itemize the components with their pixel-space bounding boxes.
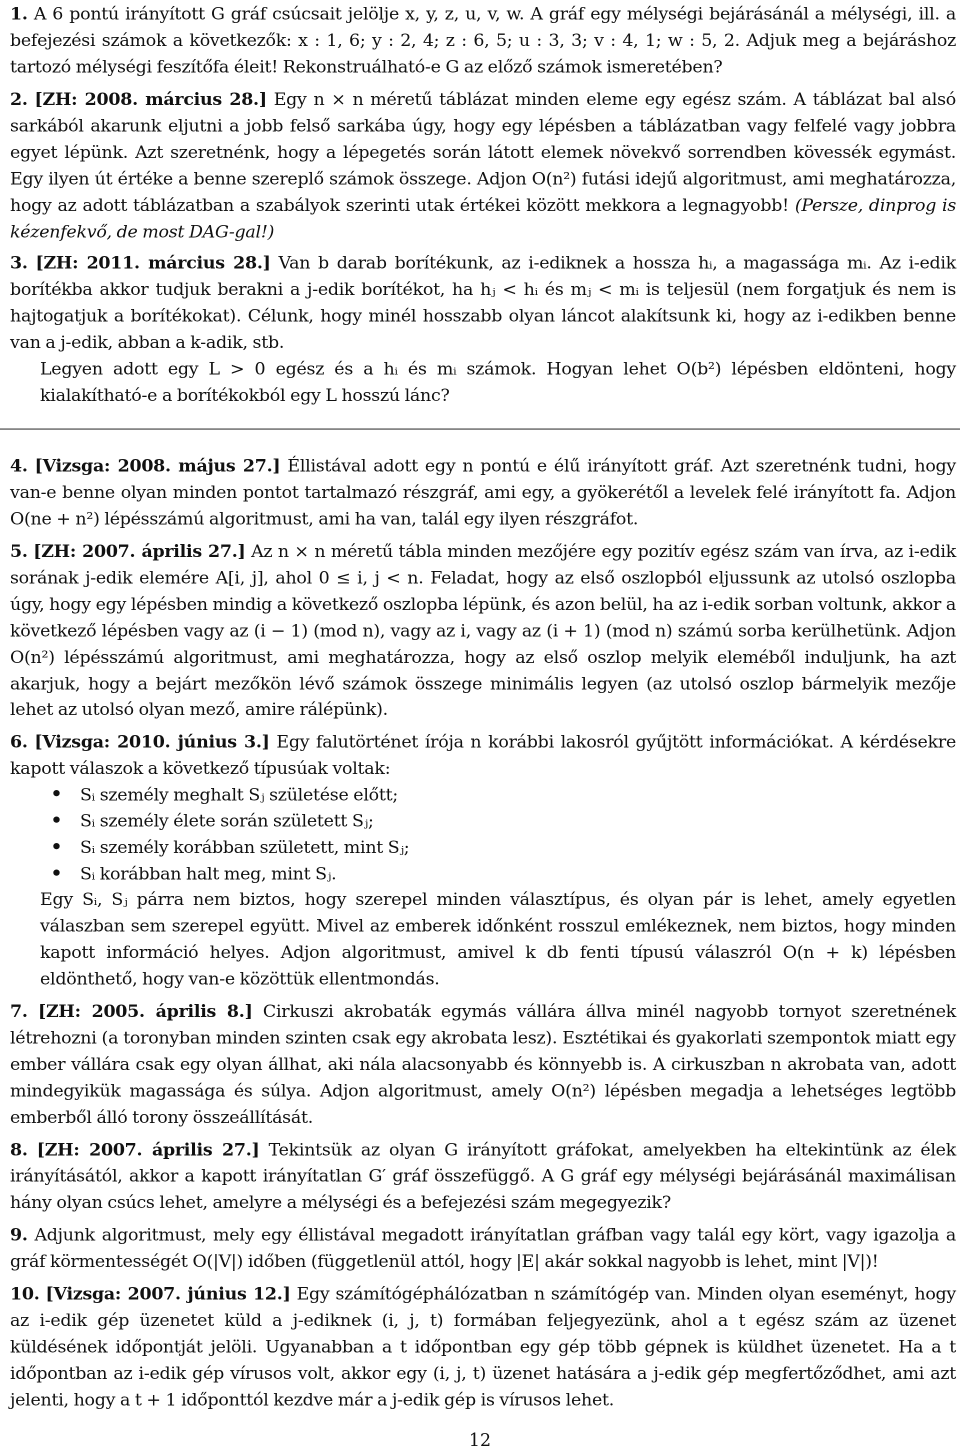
problem-2 — [10, 87, 956, 245]
problem-1 — [10, 2, 956, 81]
problem-number: 2. — [10, 90, 28, 110]
problem-source: [ZH: 2011. március 28.] — [35, 254, 271, 274]
problem-number: 4. — [10, 457, 28, 477]
problem-number: 10. — [10, 1284, 40, 1305]
problem-source: [ZH: 2005. április 8.] — [37, 1002, 253, 1022]
problem-3 — [10, 251, 956, 409]
problem-5 — [10, 539, 956, 724]
problem-number: 5. — [10, 542, 28, 562]
problem-number: 7. — [10, 1002, 28, 1022]
problem-source: [Vizsga: 2008. május 27.] — [34, 457, 281, 477]
problem-6 — [10, 730, 956, 994]
answer-type-list — [10, 782, 956, 888]
problem-source: [Vizsga: 2010. június 3.] — [34, 732, 270, 753]
problem-text-continued: Legyen adott egy L > 0 egész és a hᵢ és mᵢ számok. Hogyan lehet O(b²) lépésben eldönteni, hogy kialakítható-e a borítékokból egy L hosszú lánc? — [40, 359, 956, 406]
problem-text: Az n × n méretű tábla minden mezőjére egy pozitív egész szám van írva, az i-edik sorának j-edik elemére A[i, j], ahol 0 ≤ i, j < n. Feladat, hogy az első oszlopból eljussunk az utolsó oszlopba úgy, hogy egy lépésben mindig a következő oszlopba lépünk, és azon belül, ha az i-edik sorban voltunk, akkor a következő lépésben vagy az (i − 1) (mod n), vagy az i, vagy az (i + 1) (mod n) számú sorba kerülhetünk. Adjon O(n²) lépésszámú algoritmust, ami meghatározza, hogy az első oszlop melyik eleméből induljunk, ha azt akarjuk, hogy a bejárt mezőkön lévő számok összege minimális legyen (az utolsó oszlop bármelyik mezője lehet az utolsó olyan mező, amire rálépünk). — [10, 542, 957, 721]
problem-number: 3. — [10, 254, 28, 274]
problem-7 — [10, 999, 956, 1131]
problem-text: Éllistával adott egy n pontú e élű irányított gráf. Azt szeretnénk tudni, hogy van-e benne olyan minden pontot tartalmazó részgráf, ami egy, a gyökerétől a levelek felé irányított fa. Adjon O(ne + n²) lépésszámú algoritmust, ami ha van, talál egy ilyen részgráfot. — [10, 457, 956, 530]
problem-text: A 6 pontú irányított G gráf csúcsait jelölje x, y, z, u, v, w. A gráf egy mélységi bejárásánál a mélységi, ill. a befejezési számok a következők: x : 1, 6; y : 2, 4; z : 6, 5; u : 3, 3; v : 4, 1; w : 5, 2. Adjuk meg a bejáráshoz tartozó mélységi feszítőfa éleit! Rekonstruálható-e G az előző számok ismeretében? — [10, 4, 957, 78]
problem-text: Egy n × n méretű táblázat minden eleme egy egész szám. A táblázat bal alsó sarkából akarunk eljutni a jobb felső sarkába úgy, hogy egy lépésben a táblázatban vagy felfelé vagy jobbra egyet lépünk. Azt szeretnénk, hogy a lépegetés során látott elemek növekvő sorrendben kövessék egymást. Egy ilyen út értéke a benne szereplő számok összege. Adjon O(n²) futási idejű algoritmust, ami meghatározza, hogy az adott táblázatban a szabályok szerinti utak értékei között mekkora a legnagyobb! — [10, 90, 957, 216]
problem-text: Adjunk algoritmust, mely egy éllistával megadott irányítatlan gráfban vagy talál egy kört, vagy igazolja a gráf körmentességét O(|V|) időben (függetlenül attól, hogy |E| akár sokkal nagyobb is lehet, mint |V|)! — [10, 1225, 956, 1272]
problem-source: [ZH: 2008. március 28.] — [34, 90, 267, 110]
problem-source: [ZH: 2007. április 27.] — [33, 542, 246, 562]
list-item: • Sᵢ személy élete során született Sⱼ; — [80, 809, 956, 835]
list-item: • Sᵢ személy meghalt Sⱼ születése előtt; — [80, 782, 956, 808]
problem-text: Egy számítógéphálózatban n számítógép van. Minden olyan eseményt, hogy az i-edik gép üzenetet küld a j-ediknek (i, j, t) formában feljegyezünk, ahol a t egész szám az üzenet küldésének időpontját jelöli. Ugyanabban a t időpontban egy gép több gépnek is küldhet üzenetet. Ha a t időpontban az i-edik gép vírusos volt, akkor egy (i, j, t) üzenet hatására a j-edik gép megfertőződhet, ami azt jelenti, hogy a t + 1 időponttól kezdve már a j-edik gép is vírusos lehet. — [10, 1284, 956, 1410]
list-item: • Sᵢ korábban halt meg, mint Sⱼ. — [80, 862, 956, 888]
problem-number: 8. — [10, 1140, 28, 1161]
problem-text: Van b darab borítékunk, az i-ediknek a hossza hᵢ, a magassága mᵢ. Az i-edik borítékba akkor tudjuk berakni a j-edik borítékot, ha hⱼ < hᵢ és mⱼ < mᵢ is teljesül (nem forgatjuk és nem is hajtogatjuk a borítékokat). Célunk, hogy minél hosszabb olyan láncot alakítsunk ki, hogy az i-edikben benne van a j-edik, abban a k-adik, stb. — [10, 254, 957, 353]
problem-number: 9. — [10, 1225, 28, 1246]
problem-source: [Vizsga: 2007. június 12.] — [45, 1284, 291, 1305]
problem-text: Tekintsük az olyan G irányított gráfokat, amelyekben ha eltekintünk az élek irányításától, akkor a kapott irányítatlan G′ gráf összefüggő. A G gráf egy mélységi bejárásánál maximálisan hány olyan csúcs lehet, amelyre a mélységi és a befejezési szám megegyezik? — [10, 1140, 957, 1213]
problem-source: [ZH: 2007. április 27.] — [36, 1140, 260, 1161]
problem-9 — [10, 1223, 956, 1276]
problem-number: 6. — [10, 732, 28, 753]
page-number: 12 — [468, 1431, 492, 1451]
problem-text: Cirkuszi akrobaták egymás vállára állva minél nagyobb tornyot szeretnének létrehozni (a toronyban minden szinten csak egy akrobata lesz). Esztétikai és gyakorlati szempontok miatt egy ember vállára csak egy olyan állhat, aki nála alacsonyabb és könnyebb is. A cirkuszban n akrobata van, adott mindegyikük magassága és súlya. Adjon algoritmust, amely O(n²) lépésben megadja a lehetséges legtöbb emberből álló torony összeállítását. — [10, 1002, 957, 1128]
problem-8 — [10, 1138, 956, 1217]
problem-hint: (Persze, dinprog is kézenfekvő, de most DAG-gal!) — [10, 195, 957, 242]
problem-text-continued: Egy Sᵢ, Sⱼ párra nem biztos, hogy szerepel minden választípus, és olyan pár is lehet, amely egyetlen válaszban sem szerepel együtt. Mivel az emberek időnként rosszul emlékeznek, nem biztos, hogy minden kapott információ helyes. Adjon algoritmust, amivel k db fenti típusú válaszról O(n + k) lépésben eldönthető, hogy van-e közöttük ellentmondás. — [40, 890, 956, 990]
list-item: • Sᵢ személy korábban született, mint Sⱼ; — [80, 835, 956, 861]
section-divider — [0, 429, 960, 430]
problem-text: Egy falutörténet írója n korábbi lakosról gyűjtött információkat. A kérdésekre kapott válaszok a következő típusúak voltak: — [10, 732, 956, 779]
problem-number: 1. — [10, 4, 28, 25]
problem-10 — [10, 1282, 956, 1414]
problem-4 — [10, 454, 956, 533]
